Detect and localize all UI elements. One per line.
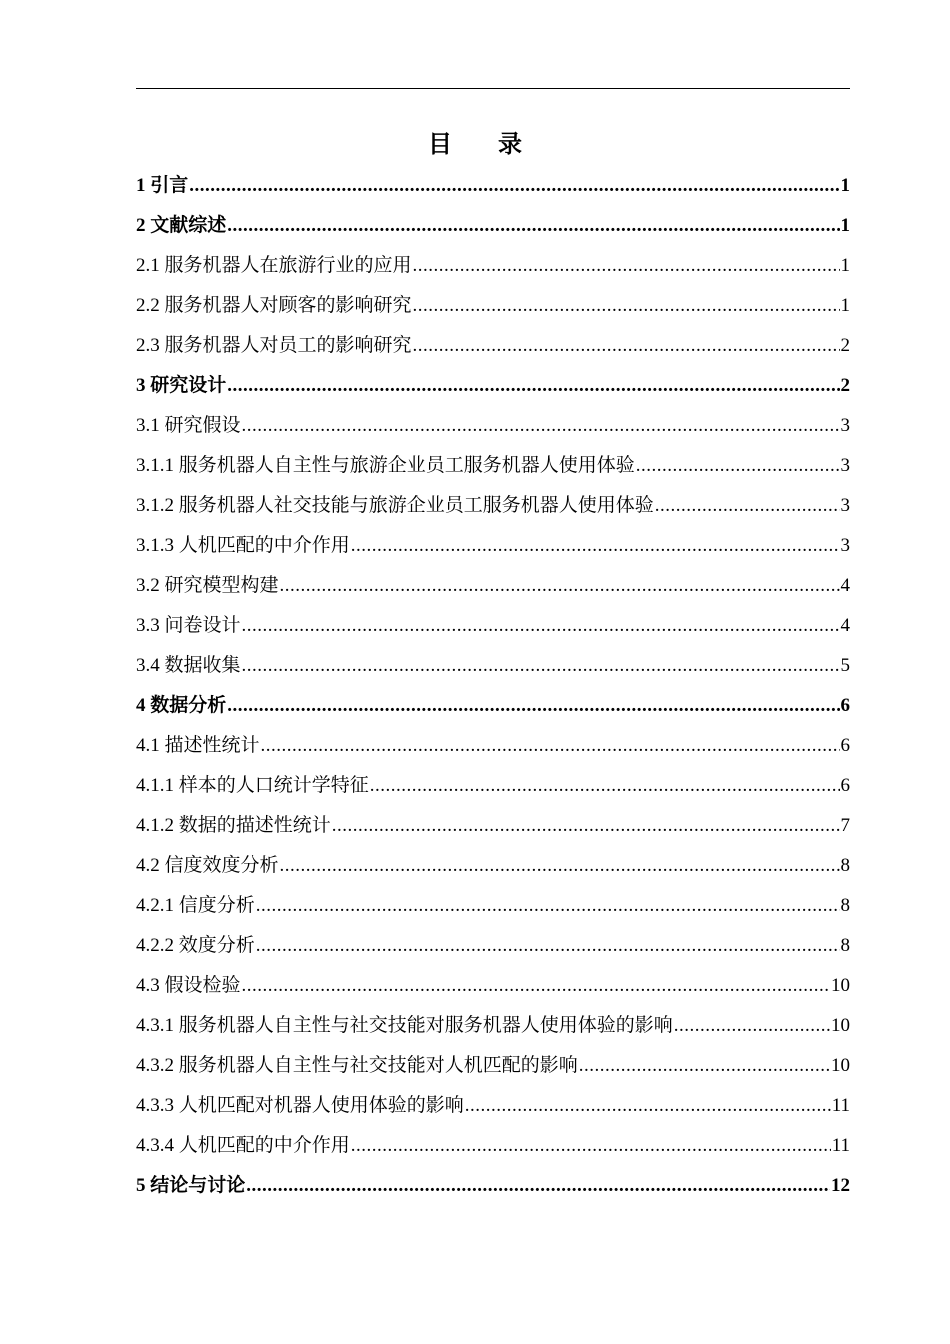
toc-dot-leader [280,846,840,886]
toc-dot-leader [579,1046,830,1086]
toc-entry[interactable] [136,846,850,886]
toc-entry-label: 2.3 服务机器人对员工的影响研究 [136,335,412,356]
toc-entry-page-number: 10 [831,1015,850,1036]
toc-dot-leader [413,246,840,286]
toc-dot-leader [242,406,840,446]
toc-entry[interactable] [136,566,850,606]
toc-entry-label: 3.1 研究假设 [136,415,241,436]
toc-entry[interactable] [136,646,850,686]
toc-entry-page-number: 3 [840,455,850,476]
toc-entry-label: 4.1.2 数据的描述性统计 [136,815,331,836]
toc-entry[interactable] [136,926,850,966]
toc-entry-page-number: 10 [831,975,850,996]
toc-entry-label: 3.1.3 人机匹配的中介作用 [136,535,350,556]
toc-entry[interactable] [136,766,850,806]
toc-entry-label: 4 数据分析 [136,695,227,716]
toc-entry-label: 3.1.1 服务机器人自主性与旅游企业员工服务机器人使用体验 [136,455,635,476]
toc-entry[interactable] [136,286,850,326]
toc-entry-label: 3.2 研究模型构建 [136,575,279,596]
toc-dot-leader [227,686,839,726]
header-rule [136,88,850,89]
toc-dot-leader [413,326,840,366]
toc-entry-page-number: 3 [840,415,850,436]
toc-entry-label: 4.1.1 样本的人口统计学特征 [136,775,369,796]
toc-entry-label: 4.3.1 服务机器人自主性与社交技能对服务机器人使用体验的影响 [136,1015,673,1036]
toc-dot-leader [370,766,840,806]
toc-dot-leader [189,166,839,206]
toc-entry-label: 4.1 描述性统计 [136,735,260,756]
toc-title-char-1: 目 [428,132,452,158]
toc-entry-label: 3.3 问卷设计 [136,615,241,636]
toc-dot-leader [280,566,840,606]
toc-entry-label: 5 结论与讨论 [136,1175,246,1196]
toc-entry-page-number: 11 [831,1135,850,1156]
toc-dot-leader [261,726,840,766]
toc-entry-label: 4.2.2 效度分析 [136,935,255,956]
toc-dot-leader [655,486,840,526]
toc-dot-leader [227,206,839,246]
toc-entry-page-number: 6 [840,735,850,756]
toc-entry-label: 4.3 假设检验 [136,975,241,996]
toc-entry-page-number: 8 [840,895,850,916]
toc-dot-leader [256,886,840,926]
toc-entry-page-number: 4 [840,615,850,636]
toc-entry-page-number: 4 [840,575,850,596]
toc-dot-leader [351,526,840,566]
toc-entry[interactable] [136,246,850,286]
toc-dot-leader [256,926,840,966]
toc-entry-page-number: 3 [840,535,850,556]
toc-entry-page-number: 2 [840,375,850,396]
toc-entry-page-number: 10 [831,1055,850,1076]
toc-entry-label: 4.3.2 服务机器人自主性与社交技能对人机匹配的影响 [136,1055,578,1076]
toc-entry[interactable] [136,526,850,566]
toc-entry[interactable] [136,366,850,406]
toc-entry[interactable] [136,726,850,766]
toc-dot-leader [636,446,840,486]
toc-entry-page-number: 1 [840,175,850,196]
toc-entry-page-number: 11 [831,1095,850,1116]
toc-entry[interactable] [136,166,850,206]
toc-entry-page-number: 8 [840,855,850,876]
toc-title [0,124,950,159]
toc-entry-label: 4.2 信度效度分析 [136,855,279,876]
toc-entry[interactable] [136,886,850,926]
toc-dot-leader [351,1126,831,1166]
toc-entry[interactable] [136,326,850,366]
toc-dot-leader [242,966,830,1006]
toc-entry-label: 3 研究设计 [136,375,227,396]
toc-entry[interactable] [136,606,850,646]
toc-entry[interactable] [136,1046,850,1086]
toc-entry-page-number: 8 [840,935,850,956]
toc-entry-page-number: 6 [840,775,850,796]
toc-entry-label: 4.3.3 人机匹配对机器人使用体验的影响 [136,1095,464,1116]
toc-entry-page-number: 7 [840,815,850,836]
toc-entry-label: 3.4 数据收集 [136,655,241,676]
toc-dot-leader [242,606,840,646]
toc-entry[interactable] [136,486,850,526]
toc-entry[interactable] [136,1126,850,1166]
toc-entry-label: 2.1 服务机器人在旅游行业的应用 [136,255,412,276]
toc-entry-label: 4.3.4 人机匹配的中介作用 [136,1135,350,1156]
toc-entry[interactable] [136,1086,850,1126]
toc-entry[interactable] [136,206,850,246]
toc-dot-leader [242,646,840,686]
toc-dot-leader [332,806,840,846]
toc-title-char-2: 录 [498,132,522,158]
toc-entry[interactable] [136,966,850,1006]
table-of-contents [136,166,850,1206]
toc-entry[interactable] [136,806,850,846]
toc-entry-page-number: 12 [831,1175,850,1196]
toc-entry[interactable] [136,1166,850,1206]
toc-entry-label: 2 文献综述 [136,215,227,236]
toc-entry-label: 3.1.2 服务机器人社交技能与旅游企业员工服务机器人使用体验 [136,495,654,516]
toc-entry-label: 1 引言 [136,175,189,196]
toc-dot-leader [413,286,840,326]
toc-entry[interactable] [136,686,850,726]
toc-entry-page-number: 3 [840,495,850,516]
toc-dot-leader [246,1166,830,1206]
toc-entry[interactable] [136,1006,850,1046]
toc-entry-page-number: 2 [840,335,850,356]
toc-dot-leader [465,1086,831,1126]
toc-entry[interactable] [136,446,850,486]
toc-dot-leader [674,1006,830,1046]
toc-entry-page-number: 1 [840,255,850,276]
toc-entry-label: 2.2 服务机器人对顾客的影响研究 [136,295,412,316]
toc-entry-label: 4.2.1 信度分析 [136,895,255,916]
toc-dot-leader [227,366,839,406]
toc-entry-page-number: 6 [840,695,850,716]
toc-entry[interactable] [136,406,850,446]
toc-entry-page-number: 5 [840,655,850,676]
toc-entry-page-number: 1 [840,295,850,316]
toc-entry-page-number: 1 [840,215,850,236]
